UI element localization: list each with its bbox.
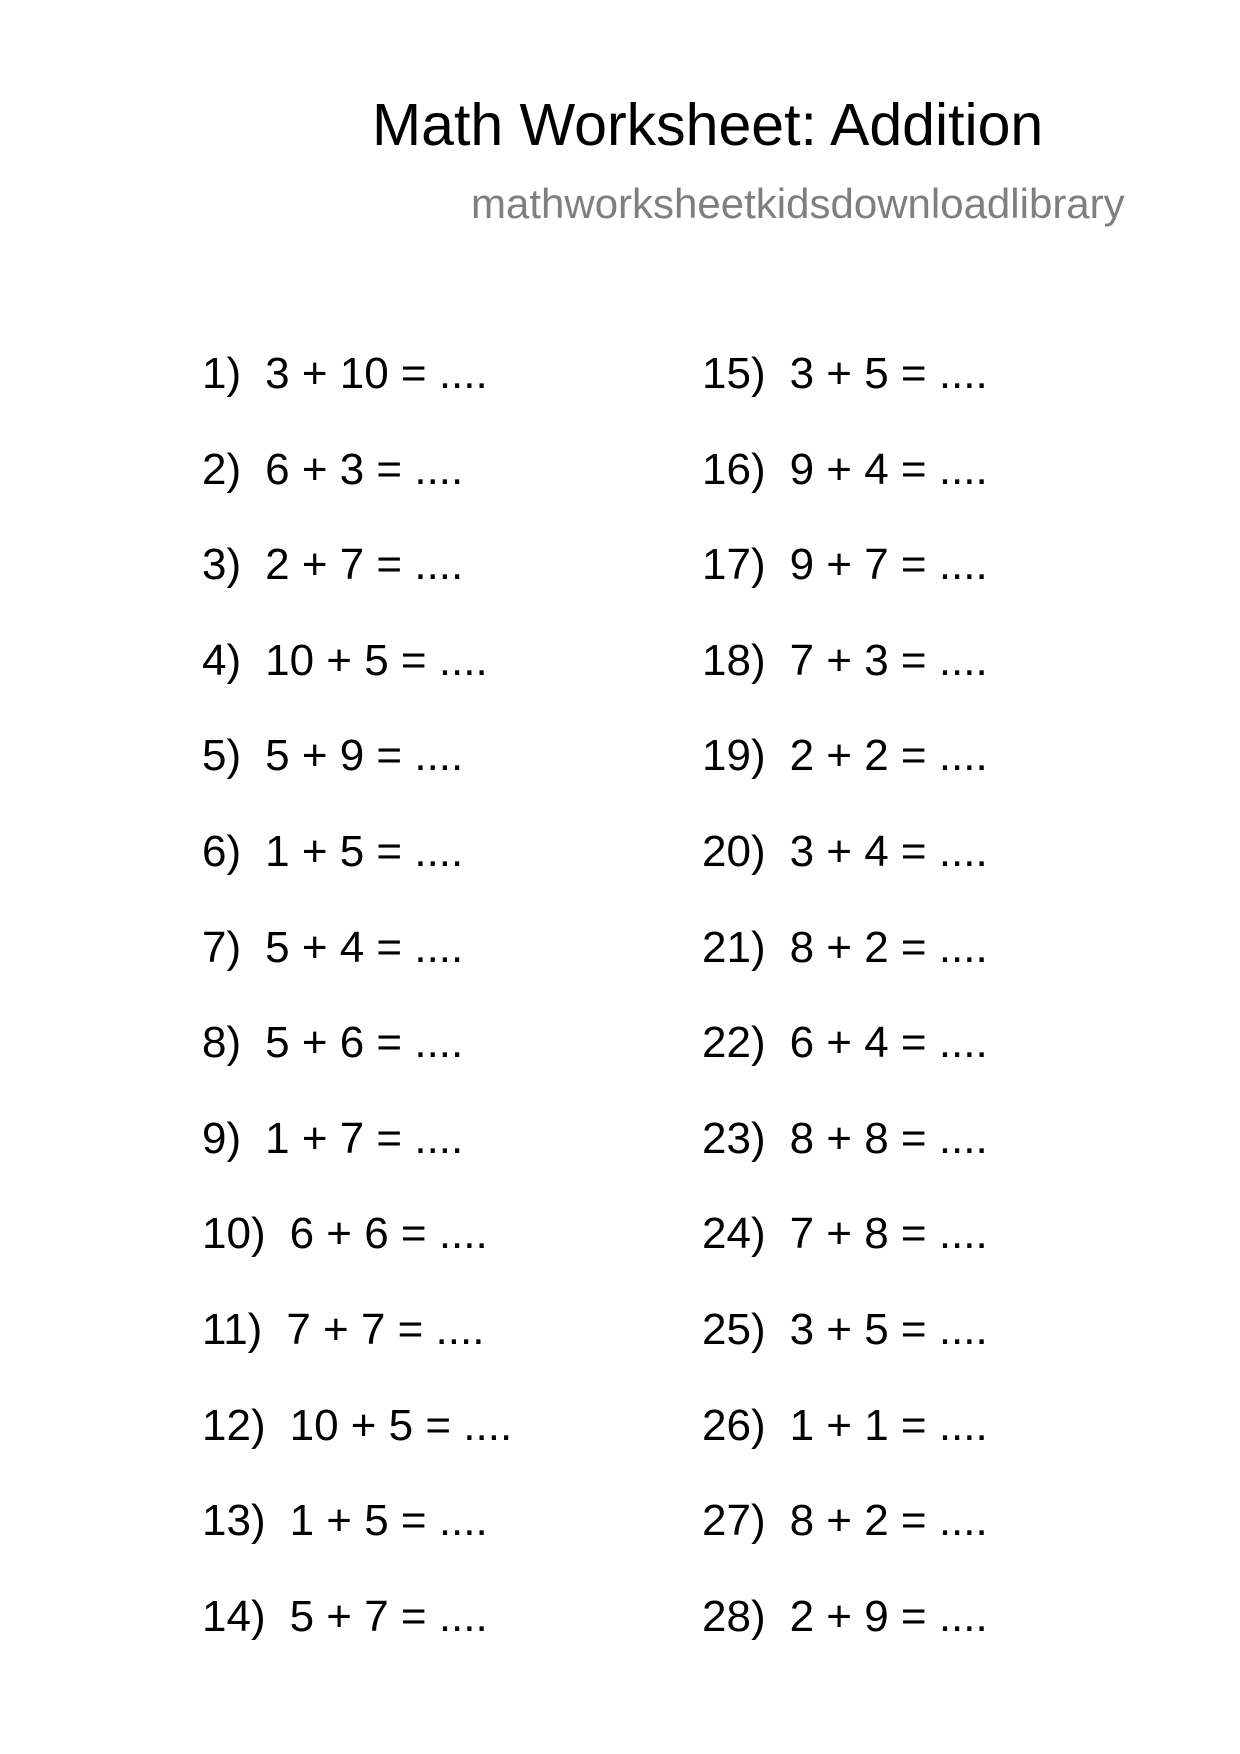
- problem-expression: 1 + 5 = ....: [289, 1496, 488, 1546]
- problem-expression: 7 + 3 = ....: [789, 635, 988, 685]
- problem-item: [202, 1591, 512, 1691]
- problem-number: 28): [702, 1591, 766, 1641]
- problem-expression: 3 + 4 = ....: [789, 826, 988, 876]
- problem-number: 3): [202, 540, 242, 590]
- problem-number: 10): [202, 1209, 266, 1259]
- problem-item: [702, 731, 988, 830]
- problem-expression: 9 + 7 = ....: [789, 540, 988, 590]
- problem-number: 9): [202, 1113, 242, 1163]
- problem-item: [202, 922, 512, 1022]
- problem-expression: 6 + 6 = ....: [289, 1209, 488, 1259]
- problem-item: [702, 635, 988, 735]
- problem-item: [202, 1400, 513, 1500]
- problem-number: 18): [702, 635, 766, 685]
- problem-expression: 3 + 10 = ....: [265, 349, 488, 398]
- problem-number: 14): [202, 1591, 266, 1641]
- problem-item: [702, 1209, 988, 1308]
- problem-expression: 7 + 7 = ....: [286, 1304, 485, 1354]
- problem-expression: 7 + 8 = ....: [789, 1209, 988, 1259]
- problem-item: [702, 540, 988, 639]
- problem-expression: 1 + 7 = ....: [265, 1113, 464, 1163]
- problem-expression: 10 + 5 = ....: [265, 635, 488, 685]
- problem-item: [702, 1018, 988, 1117]
- problem-item: [202, 1018, 512, 1117]
- problem-number: 15): [702, 349, 766, 398]
- problem-item: [702, 1591, 988, 1691]
- problem-number: 2): [202, 444, 242, 494]
- problem-expression: 8 + 2 = ....: [789, 1496, 988, 1546]
- problem-number: 20): [702, 826, 766, 876]
- problem-number: 16): [702, 444, 766, 494]
- problem-expression: 1 + 1 = ....: [789, 1400, 988, 1450]
- problem-item: [202, 540, 512, 639]
- problem-item: [702, 826, 988, 926]
- problem-expression: 3 + 5 = ....: [789, 1304, 988, 1354]
- problem-item: [702, 922, 988, 1022]
- problem-item: [202, 1304, 512, 1404]
- problem-number: 25): [702, 1304, 766, 1354]
- problem-item: [202, 826, 512, 926]
- problem-item: [702, 1304, 988, 1404]
- problem-expression: 5 + 9 = ....: [265, 731, 464, 781]
- problem-expression: 6 + 4 = ....: [789, 1018, 988, 1068]
- problem-expression: 5 + 6 = ....: [265, 1018, 464, 1068]
- problem-number: 17): [702, 540, 766, 590]
- problem-number: 11): [202, 1304, 263, 1354]
- problem-expression: 2 + 9 = ....: [789, 1591, 988, 1641]
- problem-item: [202, 1496, 512, 1595]
- problem-expression: 1 + 5 = ....: [265, 826, 464, 876]
- problem-item: [202, 1209, 512, 1308]
- problem-item: [702, 1113, 988, 1213]
- problem-item: [702, 1496, 988, 1595]
- problem-expression: 10 + 5 = ....: [289, 1400, 513, 1450]
- problem-column-right: [702, 349, 988, 1690]
- problem-item: [702, 1400, 988, 1500]
- problem-number: 7): [202, 922, 242, 972]
- worksheet-title: Math Worksheet: Addition: [372, 92, 1044, 158]
- problem-number: 21): [702, 922, 766, 972]
- problem-item: [702, 349, 988, 448]
- problem-number: 26): [702, 1400, 766, 1450]
- problem-number: 4): [202, 635, 242, 685]
- problem-expression: 2 + 2 = ....: [789, 731, 988, 781]
- problem-number: 12): [202, 1400, 266, 1450]
- problem-column-left: [202, 349, 513, 1690]
- problem-number: 6): [202, 826, 242, 876]
- problem-expression: 3 + 5 = ....: [789, 349, 988, 398]
- problem-number: 8): [202, 1018, 242, 1068]
- worksheet-subtitle: mathworksheetkidsdownloadlibrary: [471, 180, 1125, 227]
- problem-expression: 9 + 4 = ....: [789, 444, 988, 494]
- problem-number: 27): [702, 1496, 766, 1546]
- problem-expression: 5 + 7 = ....: [289, 1591, 488, 1641]
- problem-expression: 5 + 4 = ....: [265, 922, 464, 972]
- problem-expression: 6 + 3 = ....: [265, 444, 464, 494]
- problem-expression: 2 + 7 = ....: [265, 540, 464, 590]
- problem-item: [202, 635, 512, 735]
- problem-number: 23): [702, 1113, 766, 1163]
- problem-expression: 8 + 8 = ....: [789, 1113, 988, 1163]
- problem-item: [202, 1113, 512, 1213]
- problem-item: [202, 444, 512, 544]
- problem-number: 22): [702, 1018, 766, 1068]
- problem-number: 24): [702, 1209, 766, 1259]
- problem-item: [202, 731, 512, 830]
- problem-number: 13): [202, 1496, 266, 1546]
- problem-item: [202, 349, 512, 448]
- problem-number: 1): [202, 349, 242, 398]
- problem-item: [702, 444, 988, 544]
- problem-expression: 8 + 2 = ....: [789, 922, 988, 972]
- problem-number: 5): [202, 731, 242, 781]
- problem-number: 19): [702, 731, 766, 781]
